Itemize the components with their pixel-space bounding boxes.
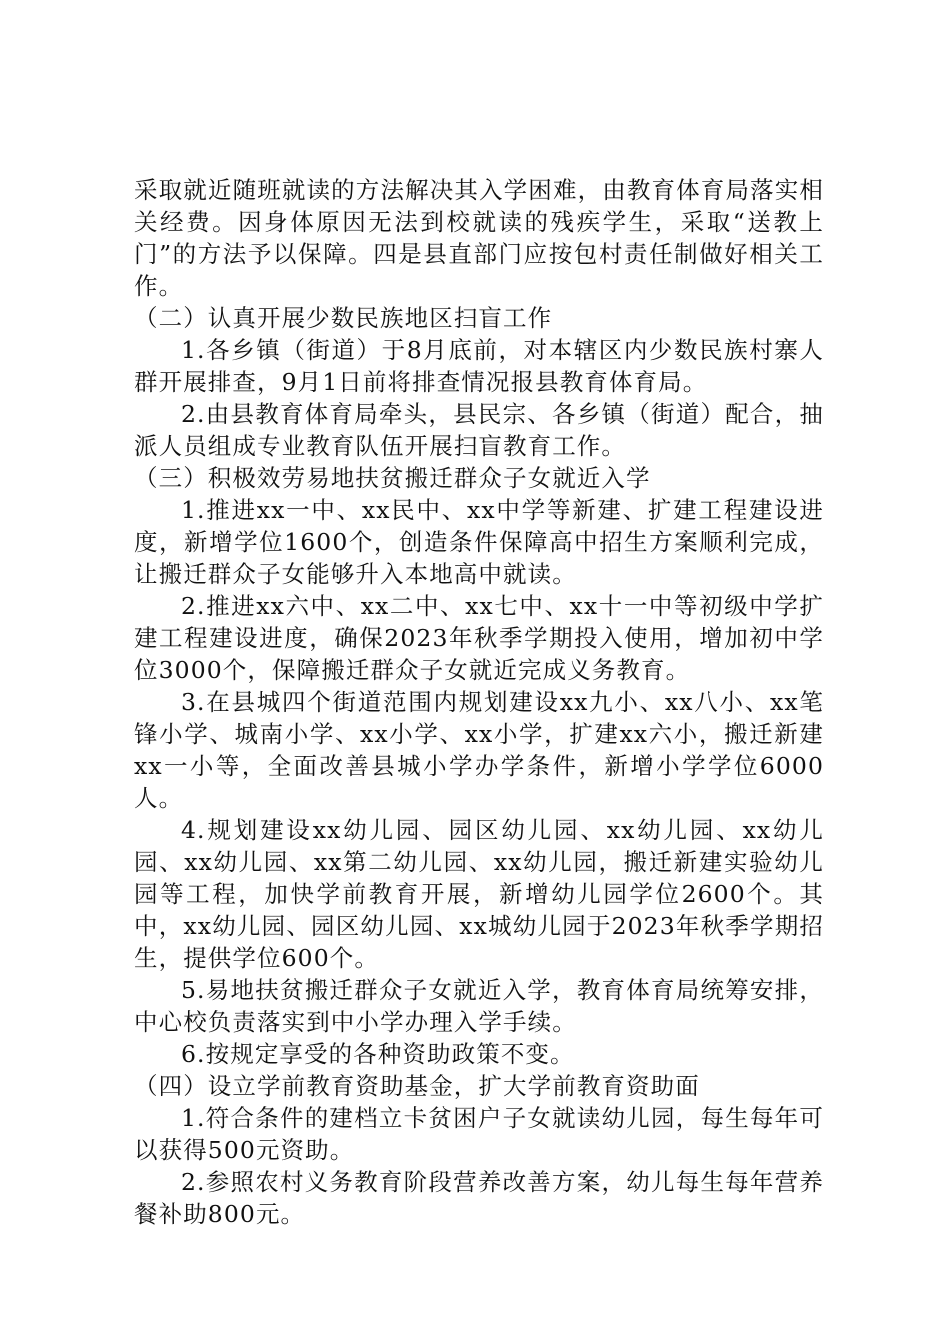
document-body <box>134 174 824 1230</box>
paragraph-continuation: 采取就近随班就读的方法解决其入学困难，由教育体育局落实相关经费。因身体原因无法到校就读的残疾学生，采取“送教上门”的方法予以保障。四是县直部门应按包村责任制做好相关工作。 <box>134 176 824 300</box>
section-heading-4: （四）设立学前教育资助基金，扩大学前教育资助面 <box>134 1072 700 1100</box>
list-item: 6.按规定享受的各种资助政策不变。 <box>181 1040 575 1068</box>
list-item: 2.推进xx六中、xx二中、xx七中、xx十一中等初级中学扩建工程建设进度，确保2023年秋季学期投入使用，增加初中学位3000个，保障搬迁群众子女就近完成义务教育。 <box>134 592 824 684</box>
list-item: 5.易地扶贫搬迁群众子女就近入学，教育体育局统筹安排，中心校负责落实到中小学办理入学手续。 <box>134 976 824 1036</box>
list-item: 1.各乡镇（街道）于8月底前，对本辖区内少数民族村寨人群开展排查，9月1日前将排查情况报县教育体育局。 <box>134 336 824 396</box>
list-item: 1.推进xx一中、xx民中、xx中学等新建、扩建工程建设进度，新增学位1600个，创造条件保障高中招生方案顺利完成，让搬迁群众子女能够升入本地高中就读。 <box>134 496 824 588</box>
list-item: 4.规划建设xx幼儿园、园区幼儿园、xx幼儿园、xx幼儿园、xx幼儿园、xx第二幼儿园、xx幼儿园，搬迁新建实验幼儿园等工程，加快学前教育开展，新增幼儿园学位2600个。其中，xx幼儿园、园区幼儿园、xx城幼儿园于2023年秋季学期招生，提供学位600个。 <box>134 816 824 972</box>
list-item: 2.参照农村义务教育阶段营养改善方案，幼儿每生每年营养餐补助800元。 <box>134 1168 824 1228</box>
list-item: 1.符合条件的建档立卡贫困户子女就读幼儿园，每生每年可以获得500元资助。 <box>134 1104 824 1164</box>
list-item: 2.由县教育体育局牵头，县民宗、各乡镇（街道）配合，抽派人员组成专业教育队伍开展扫盲教育工作。 <box>134 400 824 460</box>
section-heading-2: （二）认真开展少数民族地区扫盲工作 <box>134 304 553 332</box>
list-item: 3.在县城四个街道范围内规划建设xx九小、xx八小、xx笔锋小学、城南小学、xx小学、xx小学，扩建xx六小，搬迁新建xx一小等，全面改善县城小学办学条件，新增小学学位6000人。 <box>134 688 824 812</box>
section-heading-3: （三）积极效劳易地扶贫搬迁群众子女就近入学 <box>134 464 651 492</box>
